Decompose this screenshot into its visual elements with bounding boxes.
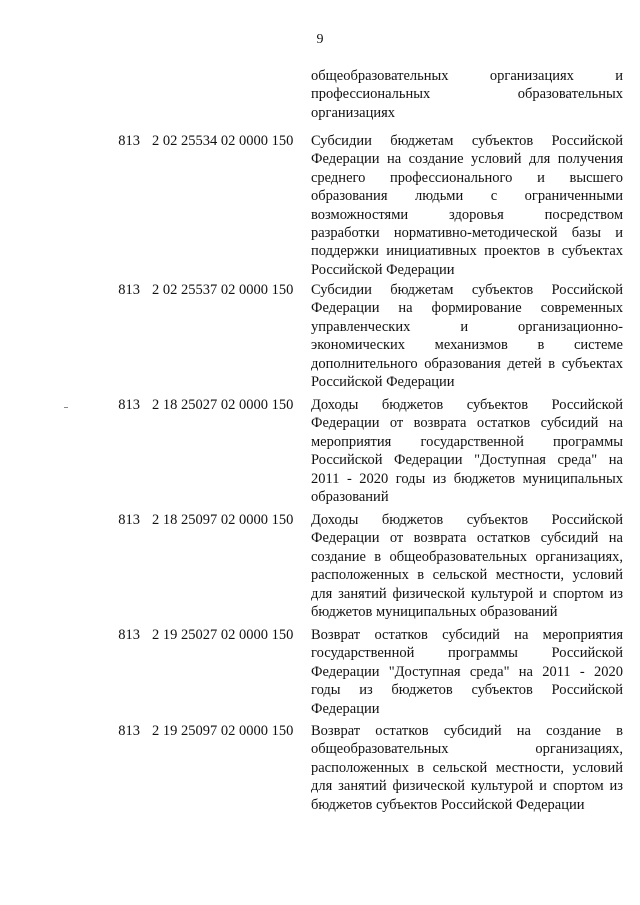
- budget-classification-code: 2 18 25097 02 0000 150: [152, 512, 294, 528]
- margin-mark: [64, 407, 68, 408]
- description-line: Субсидии бюджетам субъектов Российской: [311, 282, 623, 298]
- admin-code: 813: [118, 282, 140, 298]
- entry-description: [311, 132, 623, 279]
- table-row: [0, 396, 640, 506]
- admin-code: 813: [118, 512, 140, 528]
- description-line: общеобразовательных организациях и: [311, 68, 623, 84]
- description-line: профессиональных образовательных: [311, 86, 623, 103]
- table-row: [0, 722, 640, 813]
- description-line: Российской Федерации: [311, 261, 455, 278]
- description-line: 2011 - 2020 годы из бюджетов муниципальных: [311, 470, 623, 487]
- entry-description: [311, 67, 623, 122]
- description-line: экономических механизмов в системе: [311, 337, 623, 354]
- table-row: [0, 626, 640, 717]
- description-line: государственной программы Российской: [311, 645, 623, 662]
- description-line: Возврат остатков субсидий на мероприятия: [311, 627, 623, 643]
- description-line: создание в общеобразовательных организациях,: [311, 548, 623, 565]
- description-line: Российской Федерации "Доступная среда" на: [311, 452, 623, 469]
- budget-classification-code: 2 02 25534 02 0000 150: [152, 133, 294, 149]
- budget-classification-code: 2 02 25537 02 0000 150: [152, 282, 294, 298]
- description-line: Возврат остатков субсидий на создание в: [311, 723, 623, 739]
- description-line: Федерации от возврата остатков субсидий на: [311, 415, 623, 432]
- budget-classification-code: 2 18 25027 02 0000 150: [152, 397, 294, 413]
- description-line: дополнительного образования детей в субъектах: [311, 355, 623, 372]
- description-line: Российской Федерации: [311, 374, 455, 391]
- admin-code: 813: [118, 627, 140, 643]
- description-line: расположенных в сельской местности, условий: [311, 567, 623, 584]
- description-line: Федерации на формирование современных: [311, 300, 623, 317]
- description-line: поддержки инициативных проектов в субъектах: [311, 243, 623, 260]
- entry-description: [311, 281, 623, 391]
- table-row: [0, 281, 640, 391]
- description-line: бюджетов субъектов Российской Федерации: [311, 796, 585, 813]
- description-line: Доходы бюджетов субъектов Российской: [311, 512, 623, 528]
- description-line: для занятий физической культурой и спортом из: [311, 778, 623, 795]
- description-line: годы из бюджетов субъектов Российской: [311, 682, 623, 699]
- description-line: образования людьми с ограниченными: [311, 188, 623, 205]
- description-line: Федерации "Доступная среда" на 2011 - 2020: [311, 663, 623, 680]
- description-line: Федерации от возврата остатков субсидий на: [311, 530, 623, 547]
- description-line: среднего профессионального и высшего: [311, 169, 623, 186]
- description-line: общеобразовательных организациях,: [311, 741, 623, 758]
- description-line: возможностями здоровья посредством: [311, 206, 623, 223]
- description-line: организациях: [311, 104, 396, 121]
- table-row: [0, 511, 640, 621]
- description-line: бюджетов муниципальных образований: [311, 604, 558, 621]
- description-line: для занятий физической культурой и спортом из: [311, 585, 623, 602]
- description-line: управленческих и организационно-: [311, 318, 623, 335]
- entry-description: [311, 722, 623, 814]
- description-line: Субсидии бюджетам субъектов Российской: [311, 133, 623, 149]
- table-row: [0, 132, 640, 278]
- description-line: мероприятия государственной программы: [311, 433, 623, 450]
- budget-classification-code: 2 19 25027 02 0000 150: [152, 627, 294, 643]
- admin-code: 813: [118, 397, 140, 413]
- description-line: Федерации: [311, 700, 380, 717]
- description-line: Доходы бюджетов субъектов Российской: [311, 397, 623, 413]
- admin-code: 813: [118, 723, 140, 739]
- entry-description: [311, 626, 623, 718]
- page-number: 9: [316, 32, 324, 47]
- admin-code: 813: [118, 133, 140, 149]
- description-line: расположенных в сельской местности, условий: [311, 759, 623, 776]
- description-line: Федерации на создание условий для получения: [311, 151, 623, 168]
- description-line: образований: [311, 489, 389, 506]
- entry-description: [311, 511, 623, 621]
- budget-classification-code: 2 19 25097 02 0000 150: [152, 723, 294, 739]
- description-line: разработки нормативно-методической базы и: [311, 225, 623, 242]
- entry-description: [311, 396, 623, 506]
- table-row-continuation: [0, 67, 640, 121]
